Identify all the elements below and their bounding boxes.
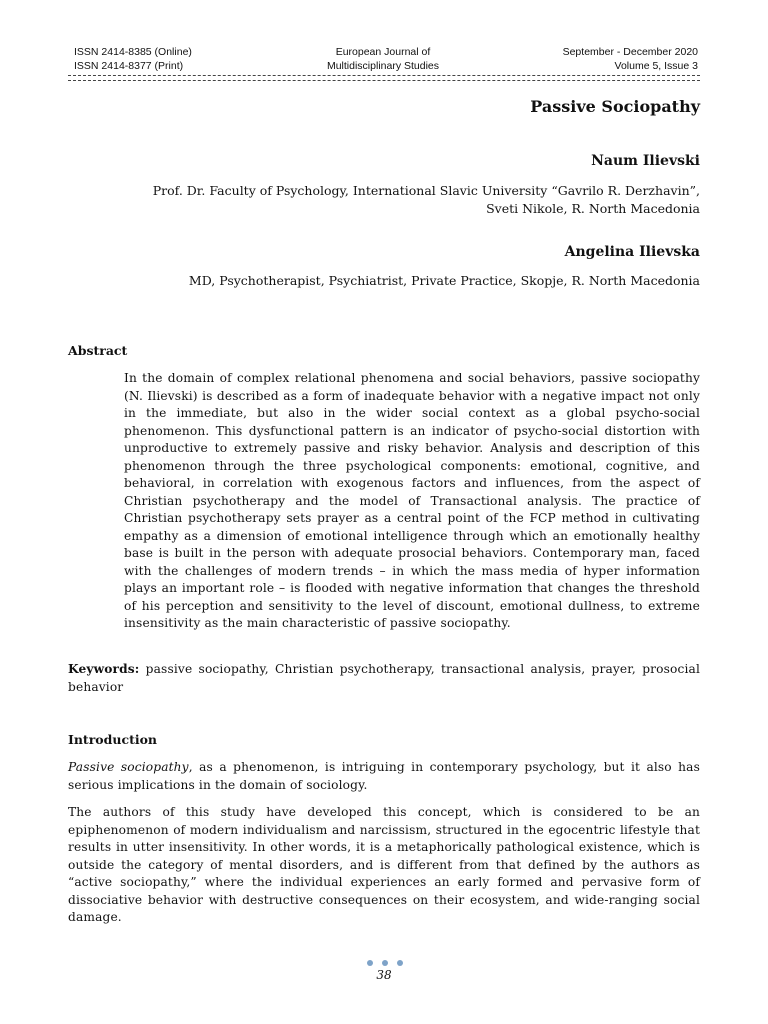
- abstract-heading: Abstract: [68, 343, 128, 358]
- issn-online: ISSN 2414-8385 (Online): [74, 46, 192, 58]
- issue-volume: Volume 5, Issue 3: [614, 60, 698, 72]
- ornament-dot: [367, 960, 373, 966]
- ornament-dot: [382, 960, 388, 966]
- author-name-1: Naum Ilievski: [591, 153, 700, 169]
- author-affiliation-1: [100, 182, 700, 218]
- journal-line-2: Multidisciplinary Studies: [326, 60, 440, 72]
- introduction-heading: Introduction: [68, 732, 158, 747]
- issue-date: September - December 2020: [562, 46, 698, 58]
- ornament-dot: [397, 960, 403, 966]
- keywords-list: passive sociopathy, Christian psychotherapy, transactional analysis, prayer, prosocial behavior: [68, 662, 700, 694]
- intro-paragraph-1: [68, 759, 700, 794]
- intro-term: Passive sociopathy: [68, 760, 189, 774]
- issue-info: [563, 45, 698, 73]
- affiliation-line: Prof. Dr. Faculty of Psychology, International Slavic University “Gavrilo R. Derzhavin”,: [152, 183, 700, 198]
- author-name-2: Angelina Ilievska: [564, 244, 700, 260]
- page-ornament: [367, 960, 403, 968]
- affiliation-line: Sveti Nikole, R. North Macedonia: [486, 201, 700, 216]
- paper-title: Passive Sociopathy: [530, 97, 700, 116]
- abstract-text: In the domain of complex relational phenomena and social behaviors, passive sociopathy (N. Ilievski) is described as a form of inadequate behavior with a negative impact not only in the immediate, but also in the wider social context as a global psycho-social phenomenon. This dysfunctional pattern is an indicator of psycho-social distortion with unproductive to extremely passive and risky behavior. Analysis and description of this phenomenon through the three psychological components: emotional, cognitive, and behavioral, in correlation with exogenous factors and influences, from the aspect of Christian psychotherapy and the model of Transactional analysis. The practice of Christian psychotherapy sets prayer as a central point of the FCP method in cultivating empathy as a dimension of emotional intelligence through which an emotionally healthy base is built in the person with adequate prosocial behaviors. Contemporary man, faced with the challenges of modern trends – in which the mass media of hyper information plays an important role – is flooded with negative information that changes the threshold of his perception and sensitivity to the level of discount, emotional dullness, to extreme insensitivity as the main characteristic of passive sociopathy.: [124, 371, 700, 630]
- journal-line-1: European Journal of: [335, 46, 431, 58]
- intro-p1-text: , as a phenomenon, is intriguing in contemporary psychology, but it also has serious implications in the domain of sociology.: [68, 760, 700, 792]
- intro-paragraph-2: The authors of this study have developed this concept, which is considered to be an epiphenomenon of modern individualism and narcissism, structured in the egocentric lifestyle that results in utter insensitivity. In other words, it is a metaphorically pathological existence, which is outside the category of mental disorders, and is different from that defined by the authors as “active sociopathy,” where the individual experiences an early formed and pervasive form of dissociative behavior with destructive consequences on their ecosystem, and wide-ranging social damage.: [68, 805, 700, 924]
- header-divider: [68, 75, 700, 81]
- affiliation-line: MD, Psychotherapist, Psychiatrist, Private Practice, Skopje, R. North Macedonia: [188, 273, 700, 288]
- keywords: [68, 661, 700, 696]
- author-affiliation-2: [100, 272, 700, 290]
- keywords-label: Keywords:: [68, 662, 140, 676]
- issn-print: ISSN 2414-8377 (Print): [74, 60, 184, 72]
- page-number: 38: [376, 968, 392, 982]
